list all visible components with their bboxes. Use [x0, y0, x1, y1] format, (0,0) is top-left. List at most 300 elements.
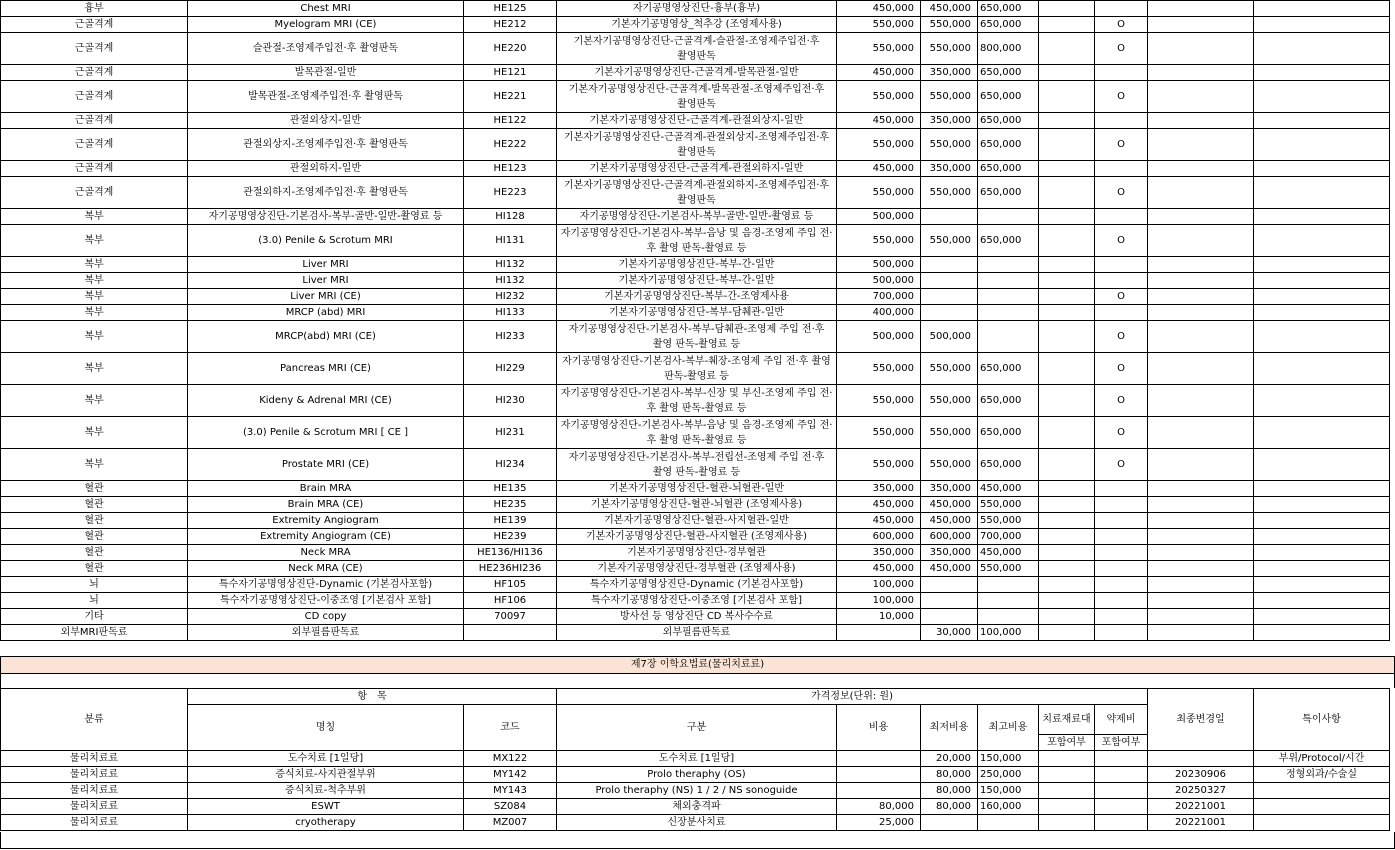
table-row	[1, 577, 1390, 593]
date-cell	[1148, 593, 1254, 609]
min-cost-cell: 550,000	[921, 353, 978, 385]
material-cell	[1039, 783, 1095, 799]
date-cell	[1148, 209, 1254, 225]
code-cell: MY143	[464, 783, 557, 799]
cost-cell: 550,000	[837, 129, 921, 161]
max-cost-cell: 650,000	[978, 417, 1039, 449]
category-cell: 혈관	[1, 561, 188, 577]
desc-cell: 기본자기공명영상진단-경부혈관 (조영제사용)	[557, 561, 837, 577]
cost-cell: 550,000	[837, 33, 921, 65]
drug-cell: O	[1095, 289, 1148, 305]
table-row	[1, 529, 1390, 545]
header-desc: 구분	[557, 705, 837, 751]
table-row	[1, 545, 1390, 561]
cost-cell: 450,000	[837, 1, 921, 17]
table-row	[1, 799, 1390, 815]
physiotherapy-price-table	[0, 688, 1390, 831]
min-cost-cell: 550,000	[921, 417, 978, 449]
min-cost-cell	[921, 609, 978, 625]
code-cell: HE136/HI136	[464, 545, 557, 561]
header-date: 최종변경일	[1148, 689, 1254, 751]
note-cell	[1254, 289, 1390, 305]
date-cell	[1148, 385, 1254, 417]
drug-cell	[1095, 577, 1148, 593]
code-cell: HE123	[464, 161, 557, 177]
drug-cell	[1095, 161, 1148, 177]
section-title: 제7장 이학요법료(물리치료료)	[0, 656, 1395, 674]
drug-cell	[1095, 561, 1148, 577]
min-cost-cell	[921, 289, 978, 305]
date-cell	[1148, 257, 1254, 273]
table-header	[1, 689, 1390, 751]
date-cell	[1148, 225, 1254, 257]
cost-cell: 100,000	[837, 593, 921, 609]
category-cell: 흉부	[1, 1, 188, 17]
table-row	[1, 625, 1390, 641]
drug-cell	[1095, 783, 1148, 799]
physiotherapy-price-rows	[1, 751, 1390, 831]
date-cell	[1148, 177, 1254, 209]
material-cell	[1039, 385, 1095, 417]
desc-cell: 특수자기공명영상진단-Dynamic (기본검사포함)	[557, 577, 837, 593]
material-cell	[1039, 561, 1095, 577]
drug-cell	[1095, 273, 1148, 289]
max-cost-cell	[978, 321, 1039, 353]
desc-cell: Prolo theraphy (NS) 1 / 2 / NS sonoguide	[557, 783, 837, 799]
desc-cell: 도수치료 [1일당]	[557, 751, 837, 767]
max-cost-cell	[978, 815, 1039, 831]
code-cell: HI230	[464, 385, 557, 417]
material-cell	[1039, 545, 1095, 561]
material-cell	[1039, 273, 1095, 289]
cost-cell: 80,000	[837, 799, 921, 815]
date-cell: 20221001	[1148, 815, 1254, 831]
header-material: 치료재료대	[1039, 705, 1095, 735]
desc-cell: 기본자기공명영상진단-근골격계-관절외하지-조영제주입전·후 촬영판독	[557, 177, 837, 209]
note-cell	[1254, 321, 1390, 353]
desc-cell: 기본자기공명영상진단-복부-간-일반	[557, 257, 837, 273]
drug-cell	[1095, 113, 1148, 129]
min-cost-cell: 450,000	[921, 1, 978, 17]
table-row	[1, 783, 1390, 799]
date-cell	[1148, 577, 1254, 593]
desc-cell: 방사선 등 영상진단 CD 복사수수료	[557, 609, 837, 625]
drug-cell: O	[1095, 33, 1148, 65]
code-cell: HE122	[464, 113, 557, 129]
min-cost-cell: 350,000	[921, 481, 978, 497]
code-cell: HE222	[464, 129, 557, 161]
min-cost-cell	[921, 577, 978, 593]
drug-cell	[1095, 609, 1148, 625]
max-cost-cell	[978, 593, 1039, 609]
table-row	[1, 1, 1390, 17]
code-cell: HI132	[464, 273, 557, 289]
code-cell: HE135	[464, 481, 557, 497]
name-cell: Neck MRA (CE)	[188, 561, 464, 577]
cost-cell: 500,000	[837, 273, 921, 289]
material-cell	[1039, 289, 1095, 305]
material-cell	[1039, 799, 1095, 815]
min-cost-cell	[921, 815, 978, 831]
desc-cell: 자기공명영상진단-기본검사-복부-담췌관-조영제 주입 전·후 촬영 판독-촬영료 등	[557, 321, 837, 353]
material-cell	[1039, 577, 1095, 593]
max-cost-cell: 650,000	[978, 225, 1039, 257]
code-cell: HF105	[464, 577, 557, 593]
table-row	[1, 481, 1390, 497]
min-cost-cell	[921, 273, 978, 289]
code-cell: HI233	[464, 321, 557, 353]
cost-cell: 450,000	[837, 497, 921, 513]
category-cell: 복부	[1, 225, 188, 257]
desc-cell: 기본자기공명영상진단-근골격계-발목관절-조영제주입전·후 촬영판독	[557, 81, 837, 113]
category-cell: 혈관	[1, 513, 188, 529]
drug-cell	[1095, 1, 1148, 17]
cost-cell: 550,000	[837, 353, 921, 385]
material-cell	[1039, 513, 1095, 529]
name-cell: Brain MRA	[188, 481, 464, 497]
material-cell	[1039, 815, 1095, 831]
name-cell: CD copy	[188, 609, 464, 625]
desc-cell: 자기공명영상진단-기본검사-복부-전립선-조영제 주입 전·후 촬영 판독-촬영료 등	[557, 449, 837, 481]
date-cell	[1148, 449, 1254, 481]
max-cost-cell: 650,000	[978, 353, 1039, 385]
desc-cell: 기본자기공명영상_척추강 (조영제사용)	[557, 17, 837, 33]
min-cost-cell	[921, 257, 978, 273]
header-material-sub: 포함여부	[1039, 735, 1095, 751]
code-cell: HI128	[464, 209, 557, 225]
code-cell: HE235	[464, 497, 557, 513]
note-cell	[1254, 17, 1390, 33]
cost-cell: 400,000	[837, 305, 921, 321]
material-cell	[1039, 751, 1095, 767]
drug-cell	[1095, 209, 1148, 225]
header-category: 분류	[1, 689, 188, 751]
code-cell: MX122	[464, 751, 557, 767]
material-cell	[1039, 17, 1095, 33]
max-cost-cell: 100,000	[978, 625, 1039, 641]
header-drug-sub: 포함여부	[1095, 735, 1148, 751]
min-cost-cell: 450,000	[921, 513, 978, 529]
category-cell: 근골격계	[1, 161, 188, 177]
drug-cell	[1095, 305, 1148, 321]
note-cell	[1254, 209, 1390, 225]
category-cell: 근골격계	[1, 65, 188, 81]
date-cell	[1148, 321, 1254, 353]
name-cell: ESWT	[188, 799, 464, 815]
max-cost-cell	[978, 305, 1039, 321]
name-cell: (3.0) Penile & Scrotum MRI	[188, 225, 464, 257]
desc-cell: 자기공명영상진단-기본검사-복부-음낭 및 음경-조영제 주입 전·후 촬영 판독-촬영료 등	[557, 417, 837, 449]
desc-cell: 외부필름판독료	[557, 625, 837, 641]
material-cell	[1039, 305, 1095, 321]
code-cell: 70097	[464, 609, 557, 625]
category-cell: 외부MRI판독료	[1, 625, 188, 641]
category-cell: 물리치료료	[1, 751, 188, 767]
category-cell: 근골격계	[1, 129, 188, 161]
max-cost-cell: 650,000	[978, 65, 1039, 81]
category-cell: 복부	[1, 305, 188, 321]
table-row	[1, 177, 1390, 209]
drug-cell	[1095, 497, 1148, 513]
material-cell	[1039, 497, 1095, 513]
drug-cell	[1095, 625, 1148, 641]
note-cell	[1254, 449, 1390, 481]
desc-cell: 자기공명영상진단-기본검사-복부-신장 및 부신-조영제 주입 전·후 촬영 판독-촬영료 등	[557, 385, 837, 417]
category-cell: 혈관	[1, 529, 188, 545]
material-cell	[1039, 129, 1095, 161]
max-cost-cell: 650,000	[978, 1, 1039, 17]
drug-cell: O	[1095, 81, 1148, 113]
desc-cell: Prolo theraphy (OS)	[557, 767, 837, 783]
date-cell	[1148, 529, 1254, 545]
cost-cell: 550,000	[837, 81, 921, 113]
cost-cell: 500,000	[837, 257, 921, 273]
category-cell: 복부	[1, 353, 188, 385]
desc-cell: 자기공명영상진단-흉부(흉부)	[557, 1, 837, 17]
name-cell: Kideny & Adrenal MRI (CE)	[188, 385, 464, 417]
cost-cell: 450,000	[837, 65, 921, 81]
table-row	[1, 609, 1390, 625]
table-row	[1, 353, 1390, 385]
cost-cell: 10,000	[837, 609, 921, 625]
date-cell	[1148, 417, 1254, 449]
min-cost-cell	[921, 209, 978, 225]
material-cell	[1039, 161, 1095, 177]
desc-cell: 기본자기공명영상진단-근골격계-관절외하지-일반	[557, 161, 837, 177]
note-cell	[1254, 353, 1390, 385]
min-cost-cell: 550,000	[921, 385, 978, 417]
min-cost-cell	[921, 593, 978, 609]
name-cell: 특수자기공명영상진단-이중조영 [기본검사 포함]	[188, 593, 464, 609]
code-cell: HI232	[464, 289, 557, 305]
code-cell: HI133	[464, 305, 557, 321]
name-cell: 슬관절-조영제주입전·후 촬영판독	[188, 33, 464, 65]
table-row	[1, 209, 1390, 225]
min-cost-cell: 550,000	[921, 129, 978, 161]
cost-cell: 500,000	[837, 321, 921, 353]
name-cell: 특수자기공명영상진단-Dynamic (기본검사포함)	[188, 577, 464, 593]
cost-cell: 550,000	[837, 177, 921, 209]
desc-cell: 기본자기공명영상진단-근골격계-관절외상지-조영제주입전·후 촬영판독	[557, 129, 837, 161]
category-cell: 물리치료료	[1, 799, 188, 815]
drug-cell	[1095, 751, 1148, 767]
max-cost-cell: 450,000	[978, 545, 1039, 561]
note-cell	[1254, 561, 1390, 577]
table-row	[1, 751, 1390, 767]
material-cell	[1039, 609, 1095, 625]
material-cell	[1039, 257, 1095, 273]
table-row	[1, 321, 1390, 353]
cost-cell: 550,000	[837, 17, 921, 33]
category-cell: 복부	[1, 209, 188, 225]
code-cell: HE125	[464, 1, 557, 17]
code-cell: HI131	[464, 225, 557, 257]
name-cell: Liver MRI (CE)	[188, 289, 464, 305]
category-cell: 뇌	[1, 577, 188, 593]
min-cost-cell: 350,000	[921, 545, 978, 561]
header-item-group: 항 목	[188, 689, 557, 705]
date-cell: 20250327	[1148, 783, 1254, 799]
date-cell	[1148, 33, 1254, 65]
category-cell: 물리치료료	[1, 783, 188, 799]
header-name: 명칭	[188, 705, 464, 751]
category-cell: 기타	[1, 609, 188, 625]
desc-cell: 특수자기공명영상진단-이중조영 [기본검사 포함]	[557, 593, 837, 609]
note-cell	[1254, 481, 1390, 497]
name-cell: Brain MRA (CE)	[188, 497, 464, 513]
code-cell: HE212	[464, 17, 557, 33]
name-cell: MRCP(abd) MRI (CE)	[188, 321, 464, 353]
max-cost-cell: 650,000	[978, 17, 1039, 33]
max-cost-cell: 650,000	[978, 113, 1039, 129]
header-price-group: 가격정보(단위: 원)	[557, 689, 1148, 705]
cost-cell: 550,000	[837, 225, 921, 257]
note-cell	[1254, 799, 1390, 815]
min-cost-cell: 350,000	[921, 161, 978, 177]
table-row	[1, 33, 1390, 65]
note-cell	[1254, 529, 1390, 545]
name-cell: MRCP (abd) MRI	[188, 305, 464, 321]
max-cost-cell: 650,000	[978, 177, 1039, 209]
max-cost-cell: 550,000	[978, 497, 1039, 513]
min-cost-cell: 550,000	[921, 225, 978, 257]
name-cell: 발목관절-일반	[188, 65, 464, 81]
drug-cell	[1095, 481, 1148, 497]
code-cell: HE121	[464, 65, 557, 81]
drug-cell: O	[1095, 17, 1148, 33]
note-cell	[1254, 225, 1390, 257]
drug-cell: O	[1095, 385, 1148, 417]
min-cost-cell: 600,000	[921, 529, 978, 545]
date-cell	[1148, 513, 1254, 529]
max-cost-cell	[978, 257, 1039, 273]
min-cost-cell: 550,000	[921, 177, 978, 209]
table-row	[1, 767, 1390, 783]
max-cost-cell: 550,000	[978, 561, 1039, 577]
desc-cell: 신장분사치료	[557, 815, 837, 831]
material-cell	[1039, 353, 1095, 385]
desc-cell: 기본자기공명영상진단-복부-간-일반	[557, 273, 837, 289]
max-cost-cell: 650,000	[978, 385, 1039, 417]
header-min: 최저비용	[921, 705, 978, 751]
max-cost-cell	[978, 609, 1039, 625]
code-cell: MY142	[464, 767, 557, 783]
drug-cell: O	[1095, 129, 1148, 161]
note-cell	[1254, 1, 1390, 17]
category-cell: 물리치료료	[1, 767, 188, 783]
note-cell	[1254, 417, 1390, 449]
min-cost-cell: 450,000	[921, 497, 978, 513]
drug-cell	[1095, 529, 1148, 545]
table-row	[1, 513, 1390, 529]
category-cell: 복부	[1, 385, 188, 417]
header-code: 코드	[464, 705, 557, 751]
code-cell: HI234	[464, 449, 557, 481]
date-cell	[1148, 561, 1254, 577]
name-cell: 발목관절-조영제주입전·후 촬영판독	[188, 81, 464, 113]
note-cell	[1254, 177, 1390, 209]
drug-cell: O	[1095, 177, 1148, 209]
min-cost-cell: 350,000	[921, 65, 978, 81]
name-cell: Myelogram MRI (CE)	[188, 17, 464, 33]
code-cell: HE236HI236	[464, 561, 557, 577]
min-cost-cell: 550,000	[921, 81, 978, 113]
category-cell: 복부	[1, 257, 188, 273]
date-cell	[1148, 65, 1254, 81]
name-cell: 자기공명영상진단-기본검사-복부-골반-일반-촬영료 등	[188, 209, 464, 225]
code-cell	[464, 625, 557, 641]
date-cell	[1148, 751, 1254, 767]
header-cost: 비용	[837, 705, 921, 751]
note-cell	[1254, 577, 1390, 593]
drug-cell	[1095, 513, 1148, 529]
material-cell	[1039, 113, 1095, 129]
note-cell	[1254, 609, 1390, 625]
cost-cell: 450,000	[837, 513, 921, 529]
category-cell: 근골격계	[1, 17, 188, 33]
max-cost-cell: 800,000	[978, 33, 1039, 65]
material-cell	[1039, 767, 1095, 783]
note-cell: 부위/Protocol/시간	[1254, 751, 1390, 767]
note-cell	[1254, 815, 1390, 831]
mri-price-rows	[1, 1, 1390, 641]
name-cell: Chest MRI	[188, 1, 464, 17]
material-cell	[1039, 321, 1095, 353]
max-cost-cell: 650,000	[978, 161, 1039, 177]
name-cell: 증식치료-척추부위	[188, 783, 464, 799]
date-cell	[1148, 289, 1254, 305]
max-cost-cell: 150,000	[978, 783, 1039, 799]
name-cell: (3.0) Penile & Scrotum MRI [ CE ]	[188, 417, 464, 449]
max-cost-cell: 160,000	[978, 799, 1039, 815]
material-cell	[1039, 481, 1095, 497]
material-cell	[1039, 529, 1095, 545]
code-cell: MZ007	[464, 815, 557, 831]
cost-cell	[837, 783, 921, 799]
material-cell	[1039, 449, 1095, 481]
material-cell	[1039, 593, 1095, 609]
min-cost-cell: 500,000	[921, 321, 978, 353]
table-row	[1, 257, 1390, 273]
desc-cell: 기본자기공명영상진단-복부-담췌관-일반	[557, 305, 837, 321]
note-cell	[1254, 113, 1390, 129]
max-cost-cell: 650,000	[978, 449, 1039, 481]
table-row	[1, 417, 1390, 449]
desc-cell: 기본자기공명영상진단-근골격계-발목관절-일반	[557, 65, 837, 81]
cost-cell: 350,000	[837, 545, 921, 561]
date-cell	[1148, 161, 1254, 177]
note-cell	[1254, 65, 1390, 81]
min-cost-cell: 30,000	[921, 625, 978, 641]
max-cost-cell	[978, 289, 1039, 305]
table-row	[1, 113, 1390, 129]
drug-cell	[1095, 799, 1148, 815]
date-cell	[1148, 113, 1254, 129]
note-cell	[1254, 545, 1390, 561]
table-row	[1, 561, 1390, 577]
note-cell	[1254, 497, 1390, 513]
desc-cell: 기본자기공명영상진단-경부혈관	[557, 545, 837, 561]
drug-cell	[1095, 65, 1148, 81]
code-cell: HE239	[464, 529, 557, 545]
date-cell	[1148, 273, 1254, 289]
table-row	[1, 273, 1390, 289]
name-cell: Liver MRI	[188, 257, 464, 273]
material-cell	[1039, 177, 1095, 209]
desc-cell: 기본자기공명영상진단-혈관-사지혈관-일반	[557, 513, 837, 529]
max-cost-cell: 250,000	[978, 767, 1039, 783]
code-cell: HI231	[464, 417, 557, 449]
